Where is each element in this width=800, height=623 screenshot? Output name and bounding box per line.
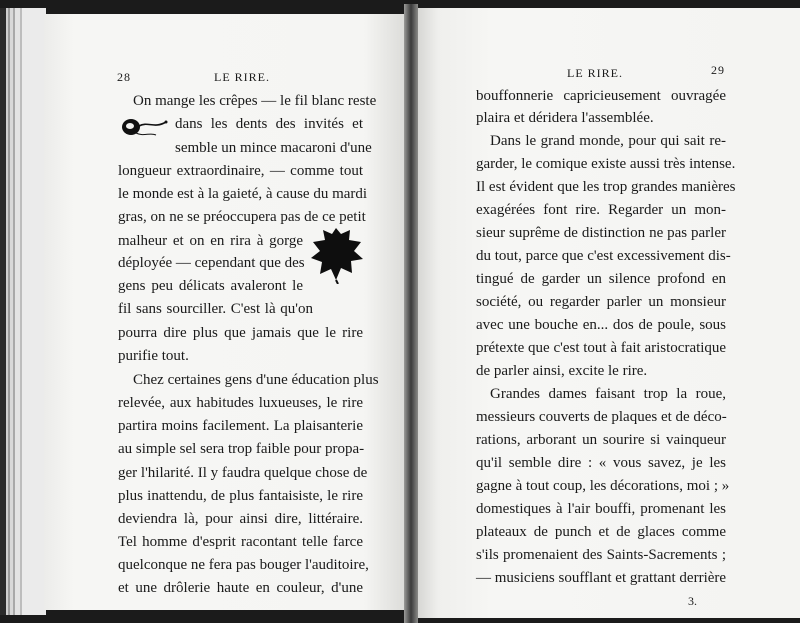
right-line-21: s'ils promenaient des Saints-Sacrements ; [476,547,726,563]
left-line-10: fil sans sourciller. C'est là qu'on [118,301,313,317]
left-line-6: gras, on ne se préoccupera pas de ce petit [118,209,366,225]
right-line-4: garder, le comique existe aussi très intense. [476,156,736,172]
right-line-17: qu'il semble dire : « vous savez, je les [476,455,726,471]
signature-mark: 3. [688,594,697,608]
right-line-13: de parler ainsi, excite le rire. [476,363,648,379]
left-line-11: pourra dire plus que jamais que le rire [118,325,363,341]
left-line-12: purifie tout. [118,348,189,364]
right-line-14: Grandes dames faisant trop la roue, [490,386,726,402]
right-line-8: du tout, parce que c'est excessivement dis- [476,248,731,264]
right-line-15: messieurs couverts de plaques et de déco- [476,409,727,425]
left-line-5: le monde est à la gaieté, à cause du mardi [118,186,368,202]
right-line-5: Il est évident que les trop grandes manières [476,179,736,195]
left-line-16: au simple sel sera trop faible pour propa- [118,441,365,457]
right-page-number: 29 [711,63,725,77]
right-line-18: gagne à tout coup, les décorations, moi ; » [476,478,730,494]
book-gutter [404,4,418,623]
left-line-2: dans les dents des invités et [175,116,363,132]
left-line-7: malheur et on en rira à gorge [118,233,303,249]
right-line-3: Dans le grand monde, pour qui sait re- [490,133,726,149]
left-page-number: 28 [117,70,131,84]
vine-leaf-icon [308,224,366,284]
right-line-20: plateaux de punch et de glaces comme [476,524,726,540]
right-line-2: plaira et déridera l'assemblée. [476,110,654,126]
left-line-18: plus inattendu, de plus fantaisiste, le rire [118,488,363,504]
left-line-3: semble un mince macaroni d'une [175,140,372,156]
left-line-15: partira moins facilement. La plaisanterie [118,418,363,434]
left-line-8: déployée — cependant que des [118,255,305,271]
right-line-12: prétexte que c'est tout à fait aristocratique [476,340,727,356]
left-line-1: On mange les crêpes — le fil blanc reste [133,93,377,109]
right-line-22: — musiciens soufflant et grattant derrière [476,570,727,586]
right-line-1: bouffonnerie capricieusement ouvragée [476,88,726,104]
left-line-9: gens peu délicats avaleront le [118,278,303,294]
right-line-11: avec une bouche en... dos de poule, sous [476,317,726,333]
left-line-4: longueur extraordinaire, — comme tout [118,163,363,179]
left-line-21: quelconque ne fera pas bouger l'auditoire, [118,557,369,573]
left-running-head: LE RIRE. [214,70,270,84]
right-line-19: domestiques à l'air bouffi, promenant les [476,501,726,517]
left-line-14: relevée, aux habitudes luxueuses, le rire [118,395,363,411]
left-line-22: et une drôlerie haute en couleur, d'une [118,580,363,596]
crepe-ornament-icon [120,113,170,139]
right-line-9: tingué de garder un silence profond en [476,271,726,287]
page-edges [0,8,46,615]
right-line-10: société, ou regarder parler un monsieur [476,294,726,310]
right-line-16: rations, arborant un sourire si vainqueur [476,432,726,448]
left-line-20: Tel homme d'esprit racontant telle farce [118,534,363,550]
left-line-17: ger l'hilarité. Il y faudra quelque chose de [118,465,368,481]
right-running-head: LE RIRE. [567,66,623,80]
left-line-19: deviendra là, pour ainsi dire, littéraire. [118,511,363,527]
right-line-6: exagérées font rire. Regarder un mon- [476,202,726,218]
left-line-13: Chez certaines gens d'une éducation plus [133,372,379,388]
right-line-7: sieur suprême de distinction ne pas parler [476,225,726,241]
